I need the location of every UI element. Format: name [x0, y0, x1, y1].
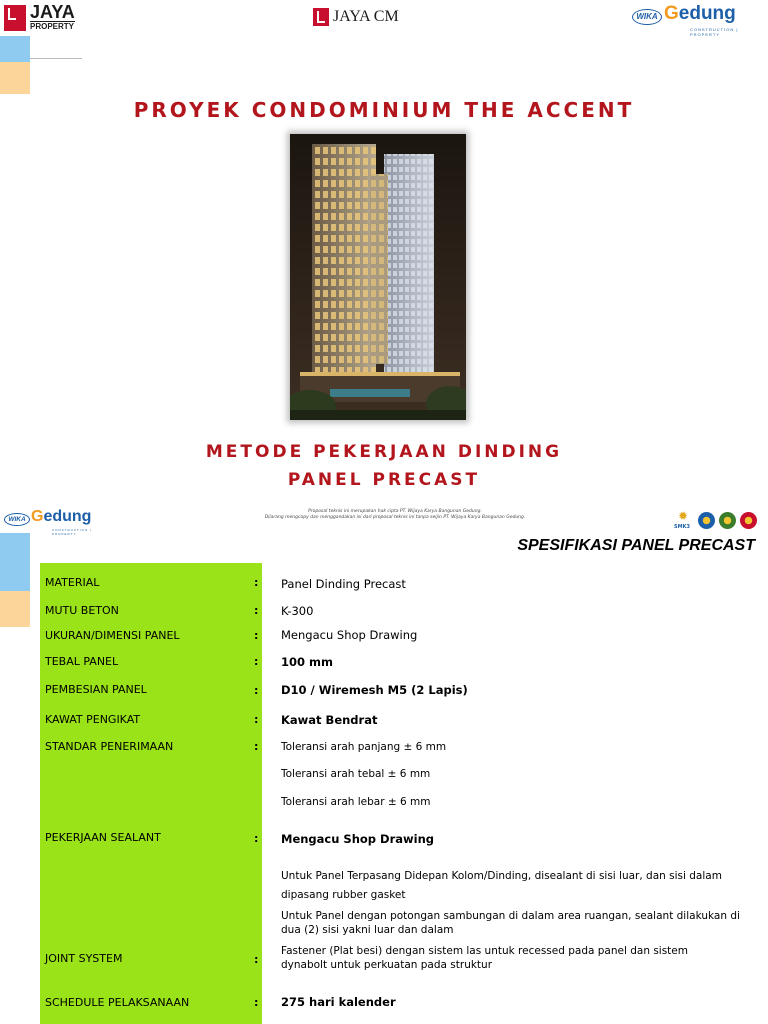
colon-ukuran: : [254, 629, 259, 642]
iso-badge-2-icon [719, 512, 736, 529]
header-divider [30, 58, 82, 59]
value-ukuran: Mengacu Shop Drawing [281, 628, 418, 642]
colon-schedule: : [254, 996, 259, 1009]
value-pembesian: D10 / Wiremesh M5 (2 Lapis) [281, 683, 468, 697]
wika-gedung-logo-header [632, 3, 758, 37]
colon-sealant: : [254, 832, 259, 845]
gedung-footer-tagline: CONSTRUCTION | PROPERTY [52, 528, 92, 536]
left-bar-orange-bottom [0, 591, 30, 627]
label-sealant: PEKERJAAN SEALANT [45, 831, 161, 844]
footnote-line-1: Proposal teknis ini merupakan hak cipta PT. Wijaya Karya Bangunan Gedung. [308, 509, 482, 514]
jaya-logo-line1: JAYA [30, 2, 75, 22]
colon-standar: : [254, 740, 259, 753]
gedung-footer-rest: edung [43, 508, 92, 525]
label-mutu-beton: MUTU BETON [45, 604, 119, 617]
value-tebal: 100 mm [281, 655, 333, 669]
subtitle-line-2: PANEL PRECAST [287, 470, 481, 490]
value-standar-panjang: Toleransi arah panjang ± 6 mm [281, 741, 447, 753]
smk3-star-icon: ✹ [678, 509, 689, 523]
jaya-cm-icon [313, 8, 329, 26]
value-joint: Fastener (Plat besi) dengan sistem las untuk recessed pada panel dan sistem dynabolt untuk perkuatan pada struktur [281, 945, 688, 971]
colon-joint: : [254, 953, 259, 966]
spec-heading: SPESIFIKASI PANEL PRECAST [517, 537, 755, 554]
left-bar-blue-top [0, 36, 30, 62]
label-schedule: SCHEDULE PELAKSANAAN [45, 996, 190, 1009]
value-kawat: Kawat Bendrat [281, 713, 378, 727]
building-photo [290, 134, 466, 420]
label-material: MATERIAL [45, 576, 100, 589]
wika-gedung-logo-footer [4, 508, 104, 536]
label-kawat: KAWAT PENGIKAT [45, 713, 141, 726]
label-standar: STANDAR PENERIMAAN [45, 740, 174, 753]
jaya-cm-logo [313, 8, 399, 26]
left-bar-orange-top [0, 62, 30, 94]
gedung-wordmark: Gedung [664, 3, 736, 24]
colon-kawat: : [254, 713, 259, 726]
subtitle-line-1: METODE PEKERJAAN DINDING [205, 442, 563, 462]
label-pembesian: PEMBESIAN PANEL [45, 683, 147, 696]
footnote-line-2: Dilarang mengcopy dan menggandakan isi dari proposal teknis ini tanpa seijin PT. Wijaya Karya Bangunan Gedung. [264, 515, 526, 520]
jaya-logo-line2: PROPERTY [30, 22, 75, 31]
left-bar-blue-bottom [0, 533, 30, 591]
iso-badge-3-icon [740, 512, 757, 529]
colon-mutu-beton: : [254, 604, 259, 617]
note-sealant-2: Untuk Panel dengan potongan sambungan di dalam area ruangan, sealant dilakukan di dua (2) sisi yakni luar dan dalam [281, 910, 740, 936]
label-tebal: TEBAL PANEL [45, 655, 119, 668]
label-joint: JOINT SYSTEM [45, 952, 123, 965]
wika-logo-icon: WIKA [632, 9, 662, 25]
value-schedule: 275 hari kalender [281, 995, 396, 1009]
jaya-property-logo [4, 4, 75, 31]
wika-footer-icon: WIKA [4, 513, 30, 526]
value-mutu-beton: K-300 [281, 604, 314, 618]
value-sealant: Mengacu Shop Drawing [281, 832, 434, 846]
note-sealant-1: Untuk Panel Terpasang Didepan Kolom/Dinding, disealant di sisi luar, dan sisi dalam dipasang rubber gasket [281, 870, 722, 901]
colon-material: : [254, 576, 259, 589]
gedung-footer-wordmark: Gedung [31, 508, 92, 525]
copyright-footnote [230, 509, 560, 521]
building-illustration [290, 134, 466, 420]
gedung-rest: edung [678, 3, 736, 24]
certification-badges [674, 510, 764, 532]
jaya-logo-icon [4, 5, 26, 31]
value-standar-tebal: Toleransi arah tebal ± 6 mm [281, 768, 431, 780]
label-ukuran: UKURAN/DIMENSI PANEL [45, 629, 180, 642]
colon-tebal: : [254, 655, 259, 668]
jaya-cm-text: JAYA CM [333, 8, 399, 25]
colon-pembesian: : [254, 684, 259, 697]
smk3-label: SMK3 [674, 524, 690, 530]
iso-badge-1-icon [698, 512, 715, 529]
gedung-tagline: CONSTRUCTION | PROPERTY [690, 27, 739, 37]
value-material: Panel Dinding Precast [281, 577, 406, 591]
jaya-logo-text [30, 4, 75, 31]
value-standar-lebar: Toleransi arah lebar ± 6 mm [281, 796, 431, 808]
page-title: PROYEK CONDOMINIUM THE ACCENT [133, 98, 635, 122]
smk3-badge [674, 510, 694, 532]
